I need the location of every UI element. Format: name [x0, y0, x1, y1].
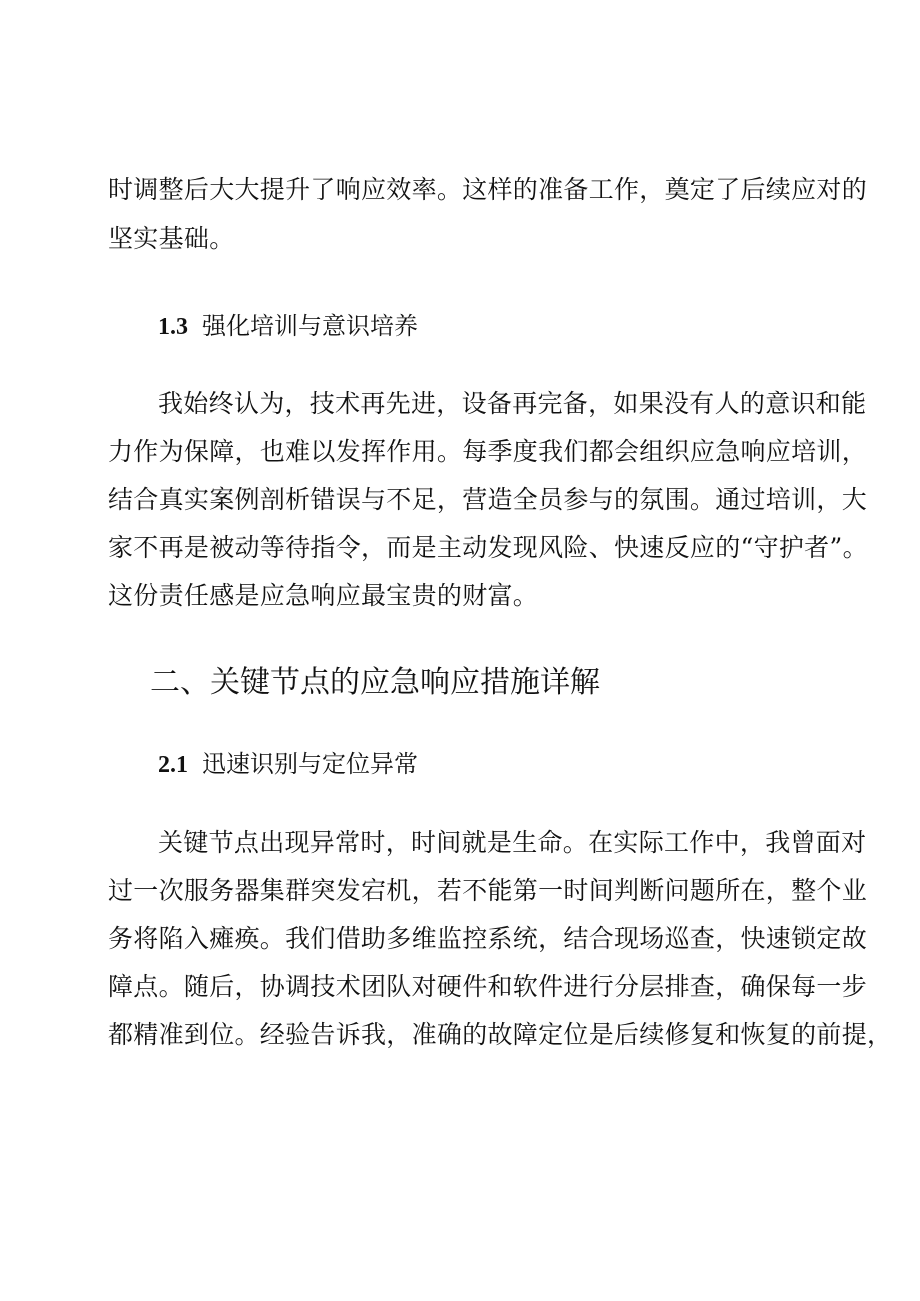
section-heading-2-1: [158, 747, 418, 782]
paragraph-line: 这份责任感是应急响应最宝贵的财富。: [108, 581, 539, 610]
section-title: 强化培训与意识培养: [202, 312, 418, 340]
section-number: 1.3: [158, 314, 188, 340]
paragraph-line: 务将陷入瘫痪。我们借助多维监控系统，结合现场巡查，快速锁定故: [108, 924, 868, 953]
paragraph-line: 我始终认为，技术再先进，设备再完备，如果没有人的意识和能: [158, 389, 867, 418]
chapter-heading-2: 二、关键节点的应急响应措施详解: [150, 665, 600, 700]
paragraph-line: 都精准到位。经验告诉我，准确的故障定位是后续修复和恢复的前提，: [108, 1020, 893, 1049]
section-title: 迅速识别与定位异常: [202, 750, 418, 778]
paragraph-line: 坚实基础。: [108, 224, 235, 253]
section-number: 2.1: [158, 752, 188, 778]
paragraph-line: 关键节点出现异常时，时间就是生命。在实际工作中，我曾面对: [158, 828, 867, 857]
paragraph-line: 障点。随后，协调技术团队对硬件和软件进行分层排查，确保每一步: [108, 972, 868, 1001]
paragraph-line: 结合真实案例剖析错误与不足，营造全员参与的氛围。通过培训，大: [108, 485, 868, 514]
paragraph-line: 力作为保障，也难以发挥作用。每季度我们都会组织应急响应培训，: [108, 437, 868, 466]
paragraph-line: 家不再是被动等待指令，而是主动发现风险、快速反应的“守护者”。: [108, 533, 868, 562]
paragraph-line: 时调整后大大提升了响应效率。这样的准备工作，奠定了后续应对的: [108, 175, 868, 204]
section-heading-1-3: [158, 309, 418, 344]
paragraph-line: 过一次服务器集群突发宕机，若不能第一时间判断问题所在，整个业: [108, 876, 868, 905]
